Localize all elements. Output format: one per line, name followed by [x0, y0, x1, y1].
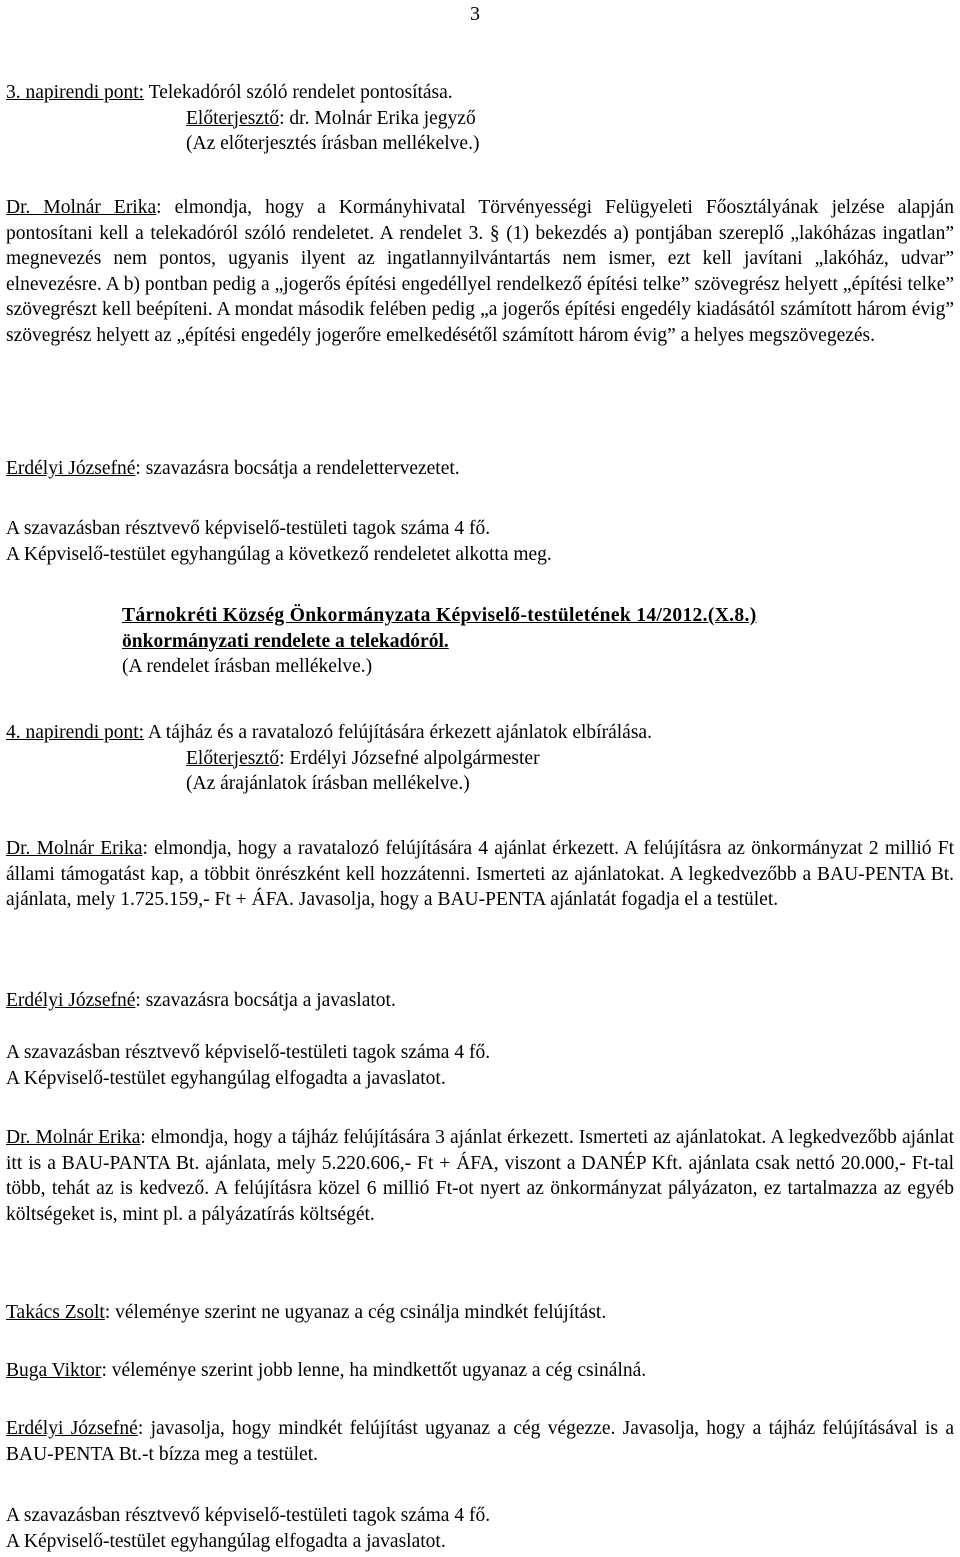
speaker-name: Dr. Molnár Erika — [6, 197, 157, 218]
agenda-item-3-heading — [6, 80, 954, 157]
speaker-name: Takács Zsolt — [6, 1302, 105, 1323]
agenda-item-3-presenter-label: Előterjesztő — [186, 107, 280, 129]
speaker-name: Erdélyi Józsefné — [6, 458, 136, 479]
agenda-item-3-presenter: : dr. Molnár Erika jegyző — [279, 107, 476, 129]
statement-paragraph — [6, 1358, 954, 1384]
statement-paragraph — [6, 456, 954, 482]
decree-title-line-2: önkormányzati rendelete a telekadóról. — [122, 630, 449, 652]
agenda-item-4-label: 4. napirendi pont: — [6, 722, 145, 743]
statement-paragraph — [6, 836, 954, 913]
agenda-item-3-title: Telekadóról szóló rendelet pontosítása. — [148, 82, 453, 103]
statement-paragraph — [6, 1416, 954, 1467]
vote-result — [6, 1040, 954, 1091]
statement-paragraph — [6, 1125, 954, 1227]
page-number: 3 — [470, 3, 480, 25]
agenda-item-4-attachment: (Az árajánlatok írásban mellékelve.) — [186, 773, 470, 794]
statement-text: : szavazásra bocsátja a javaslatot. — [135, 990, 396, 1011]
statement-text: : elmondja, hogy a ravatalozó felújítására 4 ajánlat érkezett. A felújításra az önkormányzat 2 millió Ft állami támogatást kap, a többit önrészként kell hozzátenni. Ismerteti az ajánlatokat. A legkedvezőbb a BAU-PENTA Bt. ajánlata, mely 1.725.159,- Ft + ÁFA. Javasolja, hogy a BAU-PENTA ajánlatát fogadja el a testület. — [6, 838, 954, 910]
vote-result — [6, 1503, 954, 1554]
vote-outcome: A Képviselő-testület egyhangúlag a következő rendeletet alkotta meg. — [6, 543, 552, 565]
statement-text: : szavazásra bocsátja a rendelettervezetet. — [135, 458, 460, 479]
agenda-item-3-attachment: (Az előterjesztés írásban mellékelve.) — [186, 133, 480, 154]
agenda-item-3-label: 3. napirendi pont: — [6, 82, 145, 103]
speaker-name: Dr. Molnár Erika — [6, 838, 143, 859]
statement-paragraph — [6, 988, 954, 1014]
vote-outcome: A Képviselő-testület egyhangúlag elfogadta a javaslatot. — [6, 1067, 446, 1089]
statement-text: : elmondja, hogy a Kormányhivatal Törvényességi Felügyeleti Főosztályának jelzése alapján pontosítani kell a telekadóról szóló rendeletet. A rendelet 3. § (1) bekezdés a) pontjában szereplő „lakóházas ingatlan” megnevezés nem pontos, ugyanis ilyent az ingatlannyilvántartás nem ismer, ezt kell javítani „lakóház, udvar” elnevezésre. A b) pontban pedig a „jogerős építési engedéllyel rendelkező építési telke” szövegrész helyett „építési telke” szövegrészt kell beépíteni. A mondat második felében pedig „a jogerős építési engedély kiadásától számított három évig” szövegrész helyett az „építési engedély jogerőre emelkedésétől számított három évig” a helyes megszövegezés. — [6, 197, 954, 346]
speaker-name: Erdélyi Józsefné — [6, 1418, 138, 1439]
vote-participants: A szavazásban résztvevő képviselő-testületi tagok száma 4 fő. — [6, 518, 491, 539]
speaker-name: Dr. Molnár Erika — [6, 1127, 141, 1148]
speaker-name: Erdélyi Józsefné — [6, 990, 136, 1011]
speaker-name: Buga Viktor — [6, 1360, 102, 1381]
statement-paragraph — [6, 195, 954, 348]
vote-outcome: A Képviselő-testület egyhangúlag elfogadta a javaslatot. — [6, 1530, 446, 1552]
vote-participants: A szavazásban résztvevő képviselő-testületi tagok száma 4 fő. — [6, 1505, 491, 1526]
statement-paragraph — [6, 1300, 954, 1326]
statement-text: : véleménye szerint ne ugyanaz a cég csinálja mindkét felújítást. — [104, 1302, 607, 1323]
agenda-item-4-presenter: : Erdélyi Józsefné alpolgármester — [279, 747, 540, 769]
vote-participants: A szavazásban résztvevő képviselő-testületi tagok száma 4 fő. — [6, 1042, 491, 1063]
statement-text: : javasolja, hogy mindkét felújítást ugyanaz a cég végezze. Javasolja, hogy a tájház felújításával is a BAU-PENTA Bt.-t bízza meg a testület. — [6, 1418, 954, 1465]
agenda-item-4-title: A tájház és a ravatalozó felújítására érkezett ajánlatok elbírálása. — [147, 722, 652, 743]
statement-text: : véleménye szerint jobb lenne, ha mindkettőt ugyanaz a cég csinálná. — [101, 1360, 647, 1381]
statement-text: : elmondja, hogy a tájház felújítására 3 ajánlat érkezett. Ismerteti az ajánlatokat. A legkedvezőbb ajánlat itt is a BAU-PANTA Bt. ajánlata, mely 5.220.606,- Ft + ÁFA, viszont a DANÉP Kft. ajánlata csak nettó 20.000,- Ft-tal több, tehát az is kedvező. A felújításra közel 6 millió Ft-ot nyert az önkormányzat pályázaton, ez tartalmazza az egyéb költségeket is, mint pl. a pályázatírás költségét. — [6, 1127, 954, 1225]
decree-attachment: (A rendelet írásban mellékelve.) — [122, 656, 373, 677]
vote-result — [6, 516, 954, 567]
agenda-item-4-presenter-label: Előterjesztő — [186, 747, 280, 769]
decree-title-line-1: Tárnokréti Község Önkormányzata Képviselő-testületének 14/2012.(X.8.) — [122, 605, 757, 626]
decree-title — [122, 603, 954, 680]
agenda-item-4-heading — [6, 720, 954, 797]
